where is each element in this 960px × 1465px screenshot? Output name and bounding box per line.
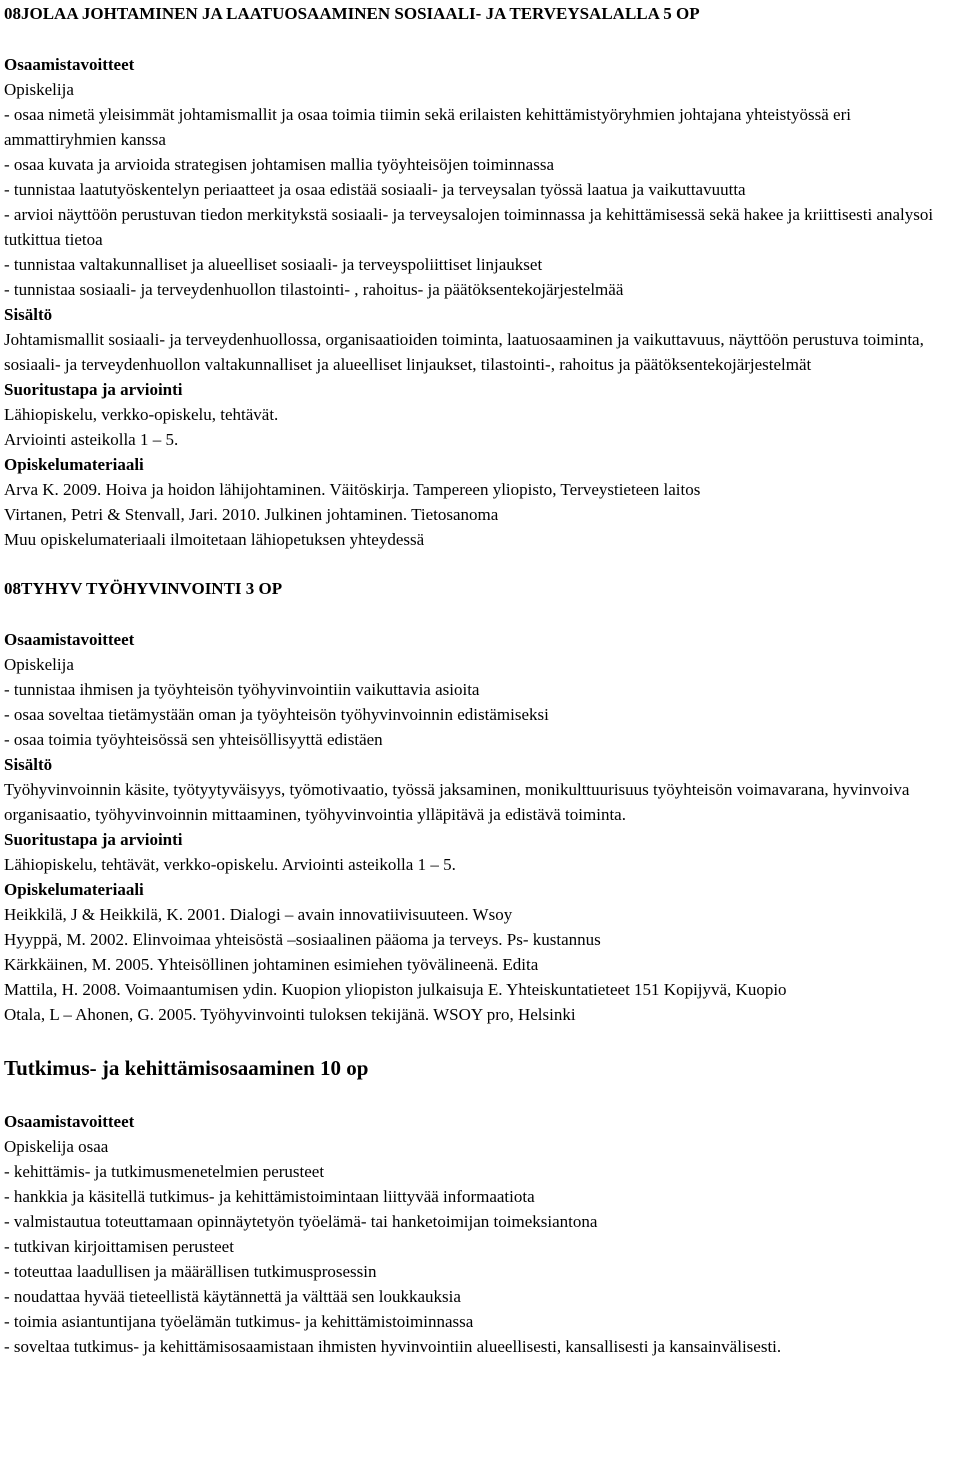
section-heading-method: Suoritustapa ja arviointi: [4, 830, 183, 849]
method-text: Lähiopiskelu, verkko-opiskelu, tehtävät.: [4, 405, 279, 424]
course-title: Tutkimus- ja kehittämisosaaminen 10 op: [4, 1056, 369, 1080]
outcome-item: - tunnistaa ihmisen ja työyhteisön työhyvinvointiin vaikuttavia asioita: [4, 680, 480, 699]
material-item: Virtanen, Petri & Stenvall, Jari. 2010. Julkinen johtaminen. Tietosanoma: [4, 505, 499, 524]
material-item: Muu opiskelumateriaali ilmoitetaan lähiopetuksen yhteydessä: [4, 530, 425, 549]
section-heading-materials: Opiskelumateriaali: [4, 880, 144, 899]
outcome-item: - tunnistaa sosiaali- ja terveydenhuollon tilastointi- , rahoitus- ja päätöksentekojärjestelmää: [4, 280, 624, 299]
outcome-item: - hankkia ja käsitellä tutkimus- ja kehittämistoimintaan liittyvää informaatiota: [4, 1187, 535, 1206]
outcome-item: - noudattaa hyvää tieteellistä käytännettä ja välttää sen loukkauksia: [4, 1287, 461, 1306]
outcome-item: - tutkivan kirjoittamisen perusteet: [4, 1237, 234, 1256]
outcome-item: - osaa nimetä yleisimmät johtamismallit ja osaa toimia tiimin sekä erilaisten kehittämistyöryhmien johtajana yhteistyössä eri ammattiryhmien kanssa: [4, 105, 851, 149]
course-title: 08JOLAA JOHTAMINEN JA LAATUOSAAMINEN SOSIAALI- JA TERVEYSALALLA 5 OP: [4, 4, 700, 23]
section-heading-content: Sisältö: [4, 305, 53, 324]
content-paragraph: Työhyvinvoinnin käsite, työtyytyväisyys, työmotivaatio, työssä jaksaminen, monikulttuurisuus työyhteisön voimavarana, hyvinvoiva organisaatio, työhyvinvoinnin mittaaminen, työhyvinvointia ylläpitävä ja edistävä toiminta.: [4, 780, 910, 824]
outcome-item: - kehittämis- ja tutkimusmenetelmien perusteet: [4, 1162, 325, 1181]
spacer: [4, 1083, 956, 1109]
content-paragraph: Johtamismallit sosiaali- ja terveydenhuollossa, organisaatioiden toiminta, laatuosaaminen ja vaikuttavuus, näyttöön perustuva toiminta, sosiaali- ja terveydenhuollon valtakunnalliset ja alueelliset linjaukset, tilastointi-, rahoitus ja päätöksentekojärjestelmät: [4, 330, 924, 374]
spacer: [4, 552, 956, 576]
material-item: Mattila, H. 2008. Voimaantumisen ydin. Kuopion yliopiston julkaisuja E. Yhteiskuntatieteet 151 Kopijyvä, Kuopio: [4, 980, 787, 999]
section-heading-content: Sisältö: [4, 755, 53, 774]
assessment-text: Arviointi asteikolla 1 – 5.: [4, 430, 179, 449]
outcome-item: - soveltaa tutkimus- ja kehittämisosaamistaan ihmisten hyvinvointiin alueellisesti, kansallisesti ja kansainvälisesti.: [4, 1337, 782, 1356]
spacer: [4, 1027, 956, 1053]
spacer: [4, 601, 956, 627]
method-text: Lähiopiskelu, tehtävät, verkko-opiskelu. Arviointi asteikolla 1 – 5.: [4, 855, 456, 874]
section-heading-method: Suoritustapa ja arviointi: [4, 380, 183, 399]
outcome-item: - valmistautua toteuttamaan opinnäytetyön työelämä- tai hanketoimijan toimeksiantona: [4, 1212, 598, 1231]
material-item: Heikkilä, J & Heikkilä, K. 2001. Dialogi – avain innovatiivisuuteen. Wsoy: [4, 905, 513, 924]
section-heading-outcomes: Osaamistavoitteet: [4, 1112, 135, 1131]
outcome-item: - arvioi näyttöön perustuvan tiedon merkitykstä sosiaali- ja terveysalojen toiminnassa ja kehittämisessä sekä hakee ja kriittisesti analysoi tutkittua tietoa: [4, 205, 934, 249]
student-label: Opiskelija osaa: [4, 1137, 109, 1156]
outcome-item: - toteuttaa laadullisen ja määrällisen tutkimusprosessin: [4, 1262, 377, 1281]
outcome-item: - osaa soveltaa tietämystään oman ja työyhteisön työhyvinvoinnin edistämiseksi: [4, 705, 549, 724]
section-heading-outcomes: Osaamistavoitteet: [4, 55, 135, 74]
section-heading-materials: Opiskelumateriaali: [4, 455, 144, 474]
section-heading-outcomes: Osaamistavoitteet: [4, 630, 135, 649]
material-item: Arva K. 2009. Hoiva ja hoidon lähijohtaminen. Väitöskirja. Tampereen yliopisto, Terveystieteen laitos: [4, 480, 701, 499]
material-item: Kärkkäinen, M. 2005. Yhteisöllinen johtaminen esimiehen työvälineenä. Edita: [4, 955, 539, 974]
course-title: 08TYHYV TYÖHYVINVOINTI 3 OP: [4, 579, 283, 598]
outcome-item: - osaa kuvata ja arvioida strategisen johtamisen mallia työyhteisöjen toiminnassa: [4, 155, 554, 174]
outcome-item: - tunnistaa laatutyöskentelyn periaatteet ja osaa edistää sosiaali- ja terveysalan työssä laatua ja vaikuttavuutta: [4, 180, 746, 199]
student-label: Opiskelija: [4, 80, 74, 99]
outcome-item: - toimia asiantuntijana työelämän tutkimus- ja kehittämistoiminnassa: [4, 1312, 474, 1331]
material-item: Hyyppä, M. 2002. Elinvoimaa yhteisöstä –sosiaalinen pääoma ja terveys. Ps- kustannus: [4, 930, 601, 949]
outcome-item: - tunnistaa valtakunnalliset ja alueelliset sosiaali- ja terveyspoliittiset linjaukset: [4, 255, 543, 274]
student-label: Opiskelija: [4, 655, 74, 674]
spacer: [4, 26, 956, 52]
outcome-item: - osaa toimia työyhteisössä sen yhteisöllisyyttä edistäen: [4, 730, 383, 749]
material-item: Otala, L – Ahonen, G. 2005. Työhyvinvointi tuloksen tekijänä. WSOY pro, Helsinki: [4, 1005, 576, 1024]
